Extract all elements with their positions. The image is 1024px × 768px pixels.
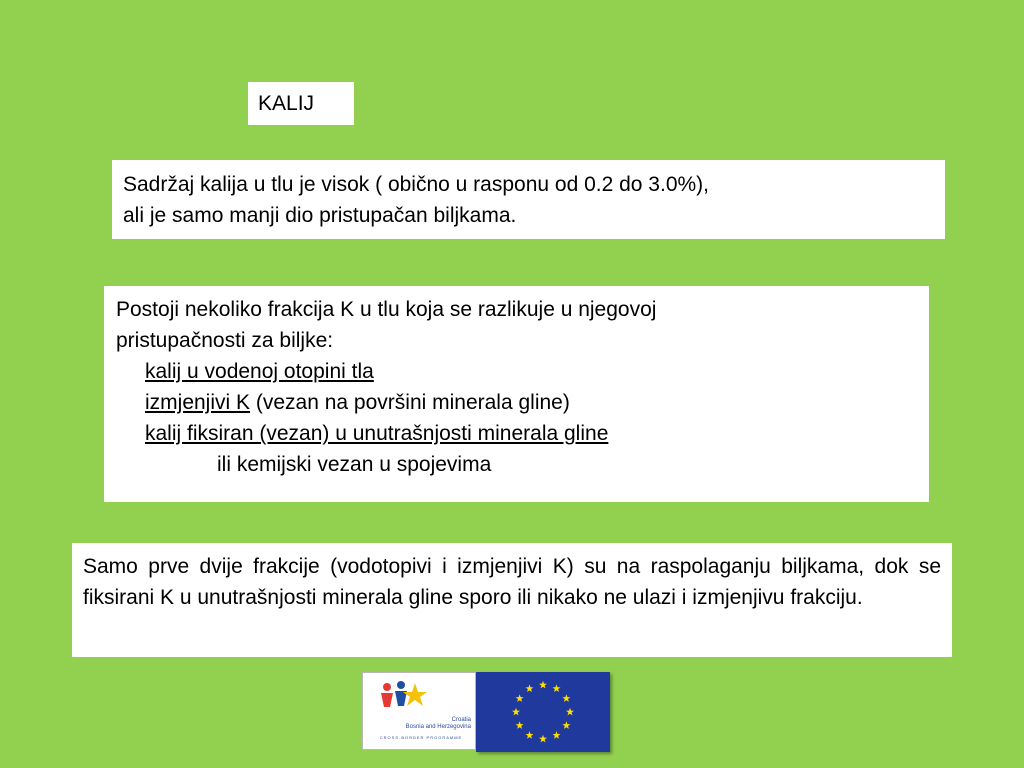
slide-title-text: KALIJ — [258, 92, 315, 115]
project-logo-text-line-2: Bosnia and Herzegovina — [405, 724, 471, 730]
project-logo-program-text: CROSS-BORDER PROGRAMME — [379, 735, 463, 740]
eu-star-icon — [539, 735, 547, 743]
summary-textbox — [72, 543, 952, 657]
eu-star-icon — [553, 731, 561, 739]
eu-star-icon — [562, 721, 570, 729]
eu-star-icon — [526, 684, 534, 692]
eu-flag — [476, 672, 610, 752]
fraction-item-exchangeable-term: izmjenjivi K — [145, 391, 251, 414]
slide-title — [248, 82, 354, 125]
eu-star-icon — [539, 681, 547, 689]
fraction-item-solution — [116, 356, 917, 387]
eu-flag-icon — [476, 672, 610, 752]
fraction-item-exchangeable — [116, 387, 917, 418]
summary-text: Samo prve dvije frakcije (vodotopivi i izmjenjivi K) su na raspolaganju biljkama, dok se fiksirani K u unutrašnjosti minerala gline sporo ili nikako ne ulazi i izmjenjivu frakciju. — [83, 555, 941, 609]
intro-line-1: Sadržaj kalija u tlu je visok ( obično u rasponu od 0.2 do 3.0%), — [123, 173, 710, 196]
eu-star-icon — [553, 684, 561, 692]
fraction-item-exchangeable-desc: (vezan na površini minerala gline) — [250, 391, 570, 414]
eu-star-icon — [562, 694, 570, 702]
eu-star-icon — [566, 708, 574, 716]
fractions-heading-line-2: pristupačnosti za biljke: — [116, 329, 334, 352]
children-star-logo-icon — [363, 673, 475, 719]
project-logo-text-line-1: Croatia — [451, 717, 471, 723]
eu-star-icon — [512, 708, 520, 716]
fraction-item-solution-text: kalij u vodenoj otopini tla — [145, 360, 374, 383]
fractions-textbox — [104, 286, 929, 502]
eu-star-icon — [526, 731, 534, 739]
intro-line-2: ali je samo manji dio pristupačan biljkama. — [123, 204, 517, 227]
fractions-heading-line-1: Postoji nekoliko frakcija K u tlu koja se razlikuje u njegovoj — [116, 298, 657, 321]
eu-star-icon — [516, 694, 524, 702]
fraction-item-fixed — [116, 418, 917, 449]
fraction-item-fixed-text: kalij fiksiran (vezan) u unutrašnjosti minerala gline — [145, 422, 609, 445]
intro-textbox — [112, 160, 945, 239]
fraction-item-fixed-continuation: ili kemijski vezan u spojevima — [217, 453, 492, 476]
project-logo — [362, 672, 476, 750]
eu-star-icon — [516, 721, 524, 729]
project-logo-text — [371, 717, 471, 731]
